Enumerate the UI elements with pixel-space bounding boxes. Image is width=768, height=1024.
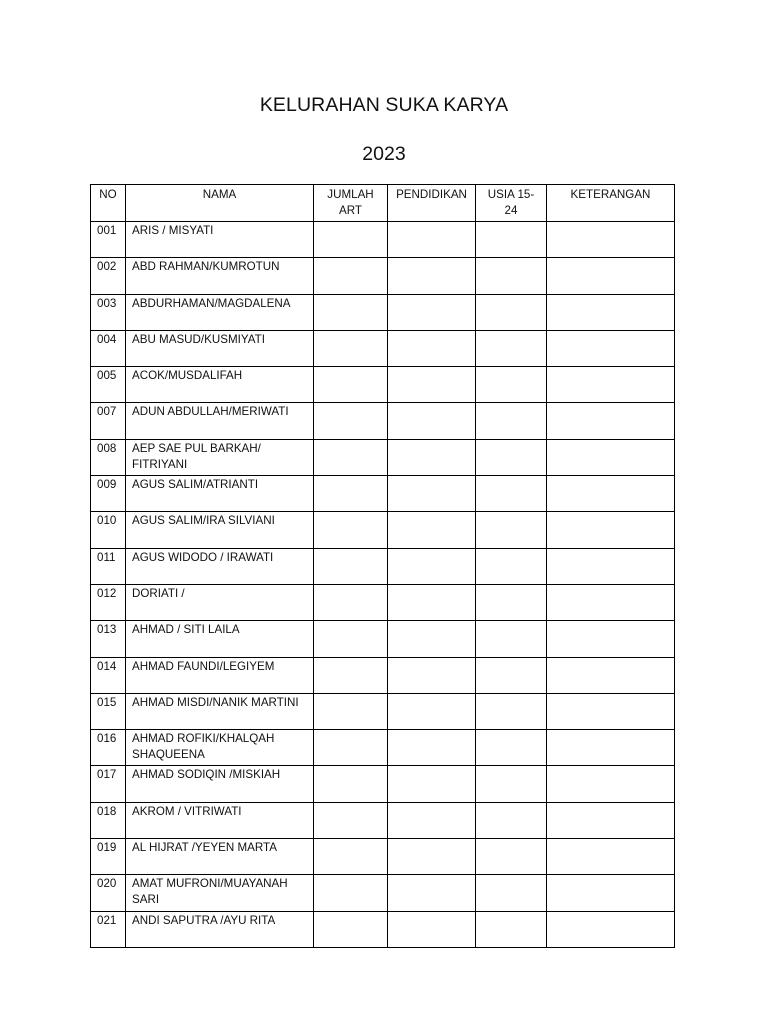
cell-usia xyxy=(476,766,547,802)
table-row xyxy=(91,403,675,439)
cell-no: 019 xyxy=(91,839,126,875)
cell-pendidikan xyxy=(388,657,476,693)
cell-no: 017 xyxy=(91,766,126,802)
cell-keterangan xyxy=(547,839,675,875)
cell-keterangan xyxy=(547,222,675,258)
cell-usia xyxy=(476,512,547,548)
cell-nama: AHMAD SODIQIN /MISKIAH xyxy=(126,766,314,802)
cell-no: 014 xyxy=(91,657,126,693)
table-row xyxy=(91,839,675,875)
cell-usia xyxy=(476,802,547,838)
cell-nama: AGUS SALIM/IRA SILVIANI xyxy=(126,512,314,548)
cell-keterangan xyxy=(547,512,675,548)
cell-nama: AGUS SALIM/ATRIANTI xyxy=(126,476,314,512)
cell-jumlah-art xyxy=(314,548,388,584)
cell-pendidikan xyxy=(388,439,476,475)
cell-pendidikan xyxy=(388,584,476,620)
cell-pendidikan xyxy=(388,693,476,729)
cell-nama: AEP SAE PUL BARKAH/ FITRIYANI xyxy=(126,439,314,475)
cell-jumlah-art xyxy=(314,621,388,657)
cell-pendidikan xyxy=(388,294,476,330)
cell-usia xyxy=(476,258,547,294)
table-row xyxy=(91,294,675,330)
cell-no: 003 xyxy=(91,294,126,330)
cell-usia xyxy=(476,294,547,330)
cell-no: 001 xyxy=(91,222,126,258)
table-row xyxy=(91,584,675,620)
cell-jumlah-art xyxy=(314,512,388,548)
table-row xyxy=(91,222,675,258)
cell-no: 009 xyxy=(91,476,126,512)
table-row xyxy=(91,439,675,475)
cell-jumlah-art xyxy=(314,222,388,258)
table-body xyxy=(91,222,675,948)
cell-jumlah-art xyxy=(314,839,388,875)
cell-jumlah-art xyxy=(314,294,388,330)
cell-jumlah-art xyxy=(314,258,388,294)
cell-keterangan xyxy=(547,621,675,657)
cell-no: 005 xyxy=(91,367,126,403)
cell-keterangan xyxy=(547,730,675,766)
cell-nama: AKROM / VITRIWATI xyxy=(126,802,314,838)
table-row xyxy=(91,367,675,403)
cell-usia xyxy=(476,476,547,512)
cell-jumlah-art xyxy=(314,330,388,366)
cell-pendidikan xyxy=(388,258,476,294)
cell-keterangan xyxy=(547,330,675,366)
cell-nama: AGUS WIDODO / IRAWATI xyxy=(126,548,314,584)
cell-usia xyxy=(476,875,547,911)
cell-usia xyxy=(476,548,547,584)
cell-nama: AMAT MUFRONI/MUAYANAH SARI xyxy=(126,875,314,911)
cell-pendidikan xyxy=(388,548,476,584)
cell-no: 021 xyxy=(91,911,126,947)
cell-jumlah-art xyxy=(314,766,388,802)
cell-no: 002 xyxy=(91,258,126,294)
cell-keterangan xyxy=(547,766,675,802)
cell-keterangan xyxy=(547,403,675,439)
table-row xyxy=(91,802,675,838)
cell-pendidikan xyxy=(388,512,476,548)
cell-nama: AHMAD MISDI/NANIK MARTINI xyxy=(126,693,314,729)
cell-nama: ABU MASUD/KUSMIYATI xyxy=(126,330,314,366)
cell-nama: ACOK/MUSDALIFAH xyxy=(126,367,314,403)
table-row xyxy=(91,875,675,911)
table-row xyxy=(91,476,675,512)
table-row xyxy=(91,330,675,366)
cell-jumlah-art xyxy=(314,693,388,729)
cell-usia xyxy=(476,439,547,475)
header-nama: NAMA xyxy=(126,185,314,222)
table-row xyxy=(91,621,675,657)
cell-usia xyxy=(476,911,547,947)
table-row xyxy=(91,911,675,947)
cell-nama: ADUN ABDULLAH/MERIWATI xyxy=(126,403,314,439)
cell-jumlah-art xyxy=(314,802,388,838)
cell-usia xyxy=(476,657,547,693)
cell-keterangan xyxy=(547,258,675,294)
cell-usia xyxy=(476,730,547,766)
cell-no: 015 xyxy=(91,693,126,729)
cell-nama: ABD RAHMAN/KUMROTUN xyxy=(126,258,314,294)
cell-keterangan xyxy=(547,294,675,330)
table-header-row xyxy=(91,185,675,222)
cell-no: 016 xyxy=(91,730,126,766)
cell-usia xyxy=(476,621,547,657)
cell-no: 020 xyxy=(91,875,126,911)
document-title: KELURAHAN SUKA KARYA xyxy=(259,94,509,116)
household-table xyxy=(90,184,675,948)
cell-nama: ABDURHAMAN/MAGDALENA xyxy=(126,294,314,330)
cell-nama: AHMAD FAUNDI/LEGIYEM xyxy=(126,657,314,693)
cell-keterangan xyxy=(547,584,675,620)
cell-nama: ARIS / MISYATI xyxy=(126,222,314,258)
cell-keterangan xyxy=(547,802,675,838)
table-row xyxy=(91,693,675,729)
cell-keterangan xyxy=(547,476,675,512)
cell-no: 018 xyxy=(91,802,126,838)
cell-keterangan xyxy=(547,693,675,729)
cell-jumlah-art xyxy=(314,911,388,947)
cell-usia xyxy=(476,403,547,439)
cell-usia xyxy=(476,367,547,403)
cell-keterangan xyxy=(547,911,675,947)
cell-jumlah-art xyxy=(314,476,388,512)
cell-nama: ANDI SAPUTRA /AYU RITA xyxy=(126,911,314,947)
header-jumlah-art: JUMLAH ART xyxy=(314,185,388,222)
cell-nama: AL HIJRAT /YEYEN MARTA xyxy=(126,839,314,875)
cell-no: 010 xyxy=(91,512,126,548)
cell-pendidikan xyxy=(388,476,476,512)
table-row xyxy=(91,258,675,294)
cell-keterangan xyxy=(547,657,675,693)
table-row xyxy=(91,730,675,766)
cell-no: 004 xyxy=(91,330,126,366)
cell-nama: AHMAD ROFIKI/KHALQAH SHAQUEENA xyxy=(126,730,314,766)
cell-usia xyxy=(476,693,547,729)
cell-pendidikan xyxy=(388,403,476,439)
cell-pendidikan xyxy=(388,330,476,366)
header-no: NO xyxy=(91,185,126,222)
cell-jumlah-art xyxy=(314,367,388,403)
cell-jumlah-art xyxy=(314,730,388,766)
cell-keterangan xyxy=(547,875,675,911)
cell-keterangan xyxy=(547,548,675,584)
cell-no: 012 xyxy=(91,584,126,620)
cell-nama: DORIATI / xyxy=(126,584,314,620)
cell-pendidikan xyxy=(388,730,476,766)
cell-usia xyxy=(476,330,547,366)
cell-nama: AHMAD / SITI LAILA xyxy=(126,621,314,657)
cell-no: 008 xyxy=(91,439,126,475)
cell-jumlah-art xyxy=(314,875,388,911)
cell-usia xyxy=(476,584,547,620)
cell-keterangan xyxy=(547,367,675,403)
cell-pendidikan xyxy=(388,911,476,947)
header-keterangan: KETERANGAN xyxy=(547,185,675,222)
cell-jumlah-art xyxy=(314,403,388,439)
document-year: 2023 xyxy=(362,143,406,165)
cell-jumlah-art xyxy=(314,657,388,693)
cell-pendidikan xyxy=(388,839,476,875)
table-row xyxy=(91,548,675,584)
cell-pendidikan xyxy=(388,875,476,911)
cell-no: 013 xyxy=(91,621,126,657)
cell-pendidikan xyxy=(388,621,476,657)
cell-pendidikan xyxy=(388,802,476,838)
cell-no: 007 xyxy=(91,403,126,439)
table-row xyxy=(91,766,675,802)
cell-pendidikan xyxy=(388,367,476,403)
cell-pendidikan xyxy=(388,222,476,258)
cell-pendidikan xyxy=(388,766,476,802)
cell-keterangan xyxy=(547,439,675,475)
table-row xyxy=(91,512,675,548)
header-usia: USIA 15-24 xyxy=(476,185,547,222)
cell-jumlah-art xyxy=(314,584,388,620)
cell-jumlah-art xyxy=(314,439,388,475)
cell-no: 011 xyxy=(91,548,126,584)
cell-usia xyxy=(476,222,547,258)
header-pendidikan: PENDIDIKAN xyxy=(388,185,476,222)
cell-usia xyxy=(476,839,547,875)
table-row xyxy=(91,657,675,693)
